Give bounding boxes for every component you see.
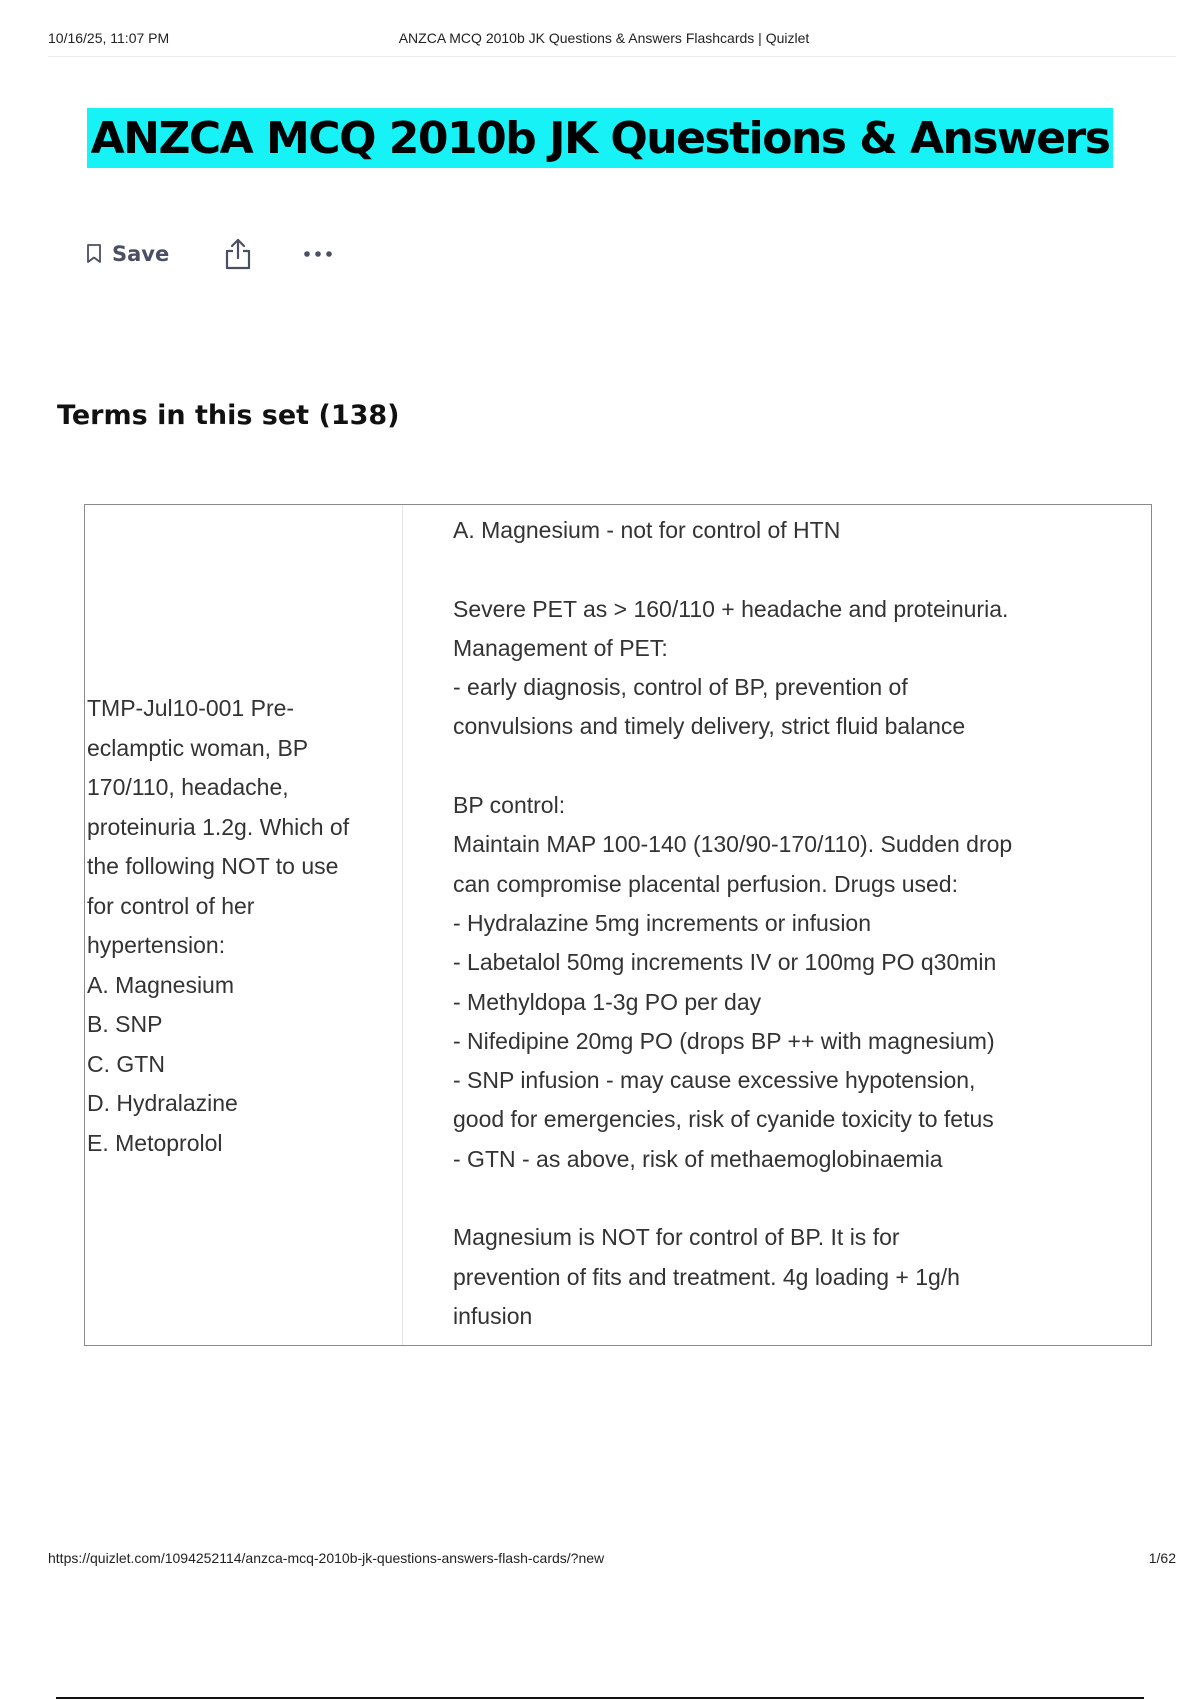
card-term-text: TMP-Jul10-001 Pre- eclamptic woman, BP 170/110, headache, proteinuria 1.2g. Which of the following NOT to use for control of her hypertension: A. Magnesium B. SNP C. GTN D. Hydralazine E. Metoprolol: [87, 695, 350, 1156]
definition-line: - Methyldopa 1-3g PO per day: [453, 988, 762, 1015]
print-header: [48, 28, 1160, 52]
set-title: ANZCA MCQ 2010b JK Questions & Answers: [87, 108, 1114, 168]
header-divider: [48, 56, 1176, 57]
definition-line: - GTN - as above, risk of methaemoglobinaemia: [453, 1145, 943, 1172]
print-page-title: ANZCA MCQ 2010b JK Questions & Answers Flashcards | Quizlet: [398, 30, 810, 46]
print-url: https://quizlet.com/1094252114/anzca-mcq-2010b-jk-questions-answers-flash-cards/?new: [48, 1550, 605, 1566]
print-page-number: 1/62: [1148, 1550, 1176, 1566]
definition-line: can compromise placental perfusion. Drugs used:: [453, 870, 958, 897]
share-icon: [223, 237, 253, 271]
card-definition-side: [403, 505, 1151, 1345]
share-button[interactable]: [223, 237, 253, 271]
definition-line: Magnesium is NOT for control of BP. It is for: [453, 1224, 900, 1251]
more-options-icon: [303, 249, 333, 259]
save-label: Save: [112, 242, 170, 266]
definition-spacer: [453, 1179, 1151, 1218]
bottom-divider: [56, 1697, 1144, 1699]
definition-line: prevention of fits and treatment. 4g loading + 1g/h: [453, 1263, 960, 1290]
definition-line: convulsions and timely delivery, strict fluid balance: [453, 713, 966, 740]
print-timestamp: 10/16/25, 11:07 PM: [48, 30, 170, 46]
definition-line: A. Magnesium - not for control of HTN: [453, 517, 841, 543]
card-term-side: [85, 505, 403, 1345]
definition-line: - Nifedipine 20mg PO (drops BP ++ with magnesium): [453, 1027, 995, 1054]
save-button[interactable]: [86, 242, 169, 266]
definition-line: - Labetalol 50mg increments IV or 100mg PO q30min: [453, 949, 997, 976]
definition-line: Severe PET as > 160/110 + headache and proteinuria.: [453, 595, 1009, 622]
definition-line: - SNP infusion - may cause excessive hypotension,: [453, 1067, 976, 1094]
definition-line: infusion: [453, 1302, 533, 1329]
more-options-button[interactable]: [303, 249, 333, 259]
definition-line: - early diagnosis, control of BP, prevention of: [453, 674, 908, 701]
definition-line: - Hydralazine 5mg increments or infusion: [453, 909, 872, 936]
terms-heading: Terms in this set (138): [57, 400, 400, 431]
bookmark-icon: [86, 243, 112, 265]
definition-line: Maintain MAP 100-140 (130/90-170/110). Sudden drop: [453, 831, 1013, 858]
definition-line: good for emergencies, risk of cyanide toxicity to fetus: [453, 1106, 994, 1133]
definition-spacer: [453, 550, 1151, 589]
title-container: [0, 108, 1200, 168]
definition-spacer: [453, 747, 1151, 786]
flashcard: [84, 504, 1152, 1346]
set-toolbar: [86, 232, 333, 276]
definition-line: BP control:: [453, 792, 566, 819]
definition-line: Management of PET:: [453, 634, 668, 661]
